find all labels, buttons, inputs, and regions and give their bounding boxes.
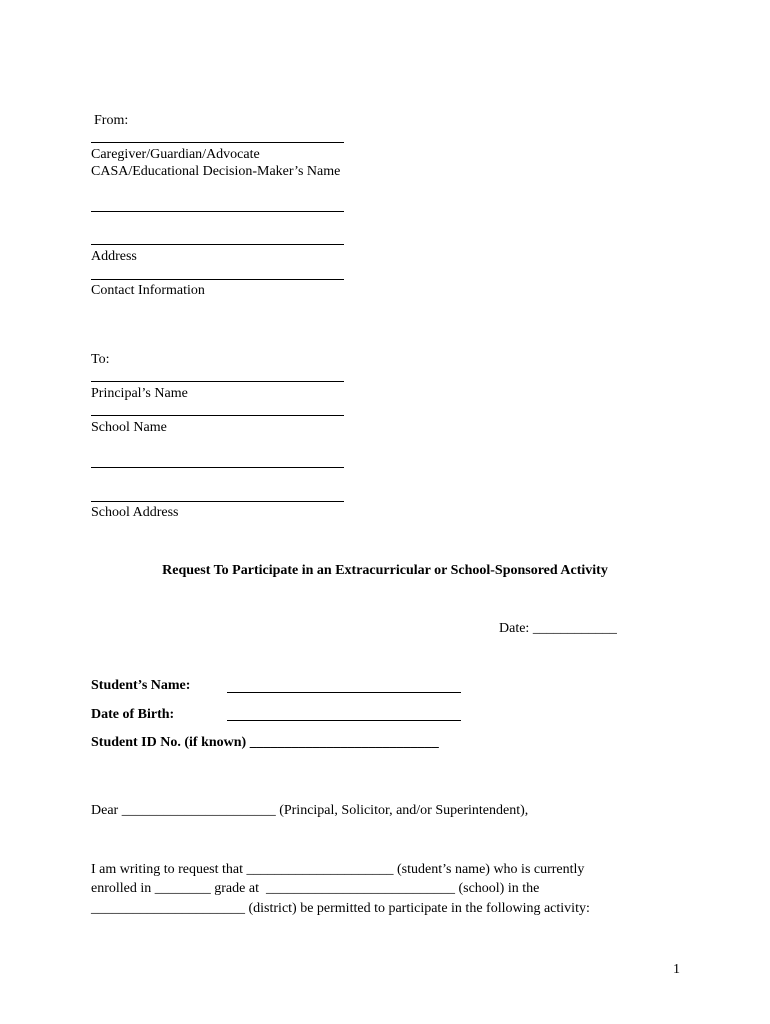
from-contact-line[interactable] [91,279,344,280]
to-school-caption: School Name [91,420,167,435]
student-name-line[interactable] [227,692,461,693]
date-field[interactable]: Date: ____________ [499,621,617,636]
to-school-address-line-2[interactable] [91,501,344,502]
dob-line[interactable] [227,720,461,721]
page-number: 1 [673,962,680,977]
from-label: From: [94,113,129,128]
to-school-line[interactable] [91,415,344,416]
student-id-field[interactable]: Student ID No. (if known) ___________________________ [91,735,439,750]
document-title: Request To Participate in an Extracurricular or School-Sponsored Activity [162,563,608,578]
salutation-line[interactable]: Dear ______________________ (Principal, Solicitor, and/or Superintendent), [91,803,529,818]
to-principal-line[interactable] [91,381,344,382]
from-address-caption: Address [91,249,137,264]
to-principal-caption: Principal’s Name [91,386,188,401]
to-school-address-line-1[interactable] [91,467,344,468]
body-line-1[interactable]: I am writing to request that _____________________ (student’s name) who is currently [91,862,585,877]
from-name-line[interactable] [91,142,344,143]
student-name-label: Student’s Name: [91,678,191,693]
to-school-address-caption: School Address [91,505,179,520]
body-line-2[interactable]: enrolled in ________ grade at ___________________________ (school) in the [91,881,540,896]
from-name-caption-1: Caregiver/Guardian/Advocate [91,147,260,162]
from-contact-caption: Contact Information [91,283,205,298]
to-label: To: [91,352,110,367]
dob-label: Date of Birth: [91,707,175,722]
from-name-caption-2: CASA/Educational Decision-Maker’s Name [91,164,341,179]
from-address-line-2[interactable] [91,244,344,245]
from-address-line-1[interactable] [91,211,344,212]
body-line-3[interactable]: ______________________ (district) be permitted to participate in the following activity: [91,901,590,916]
